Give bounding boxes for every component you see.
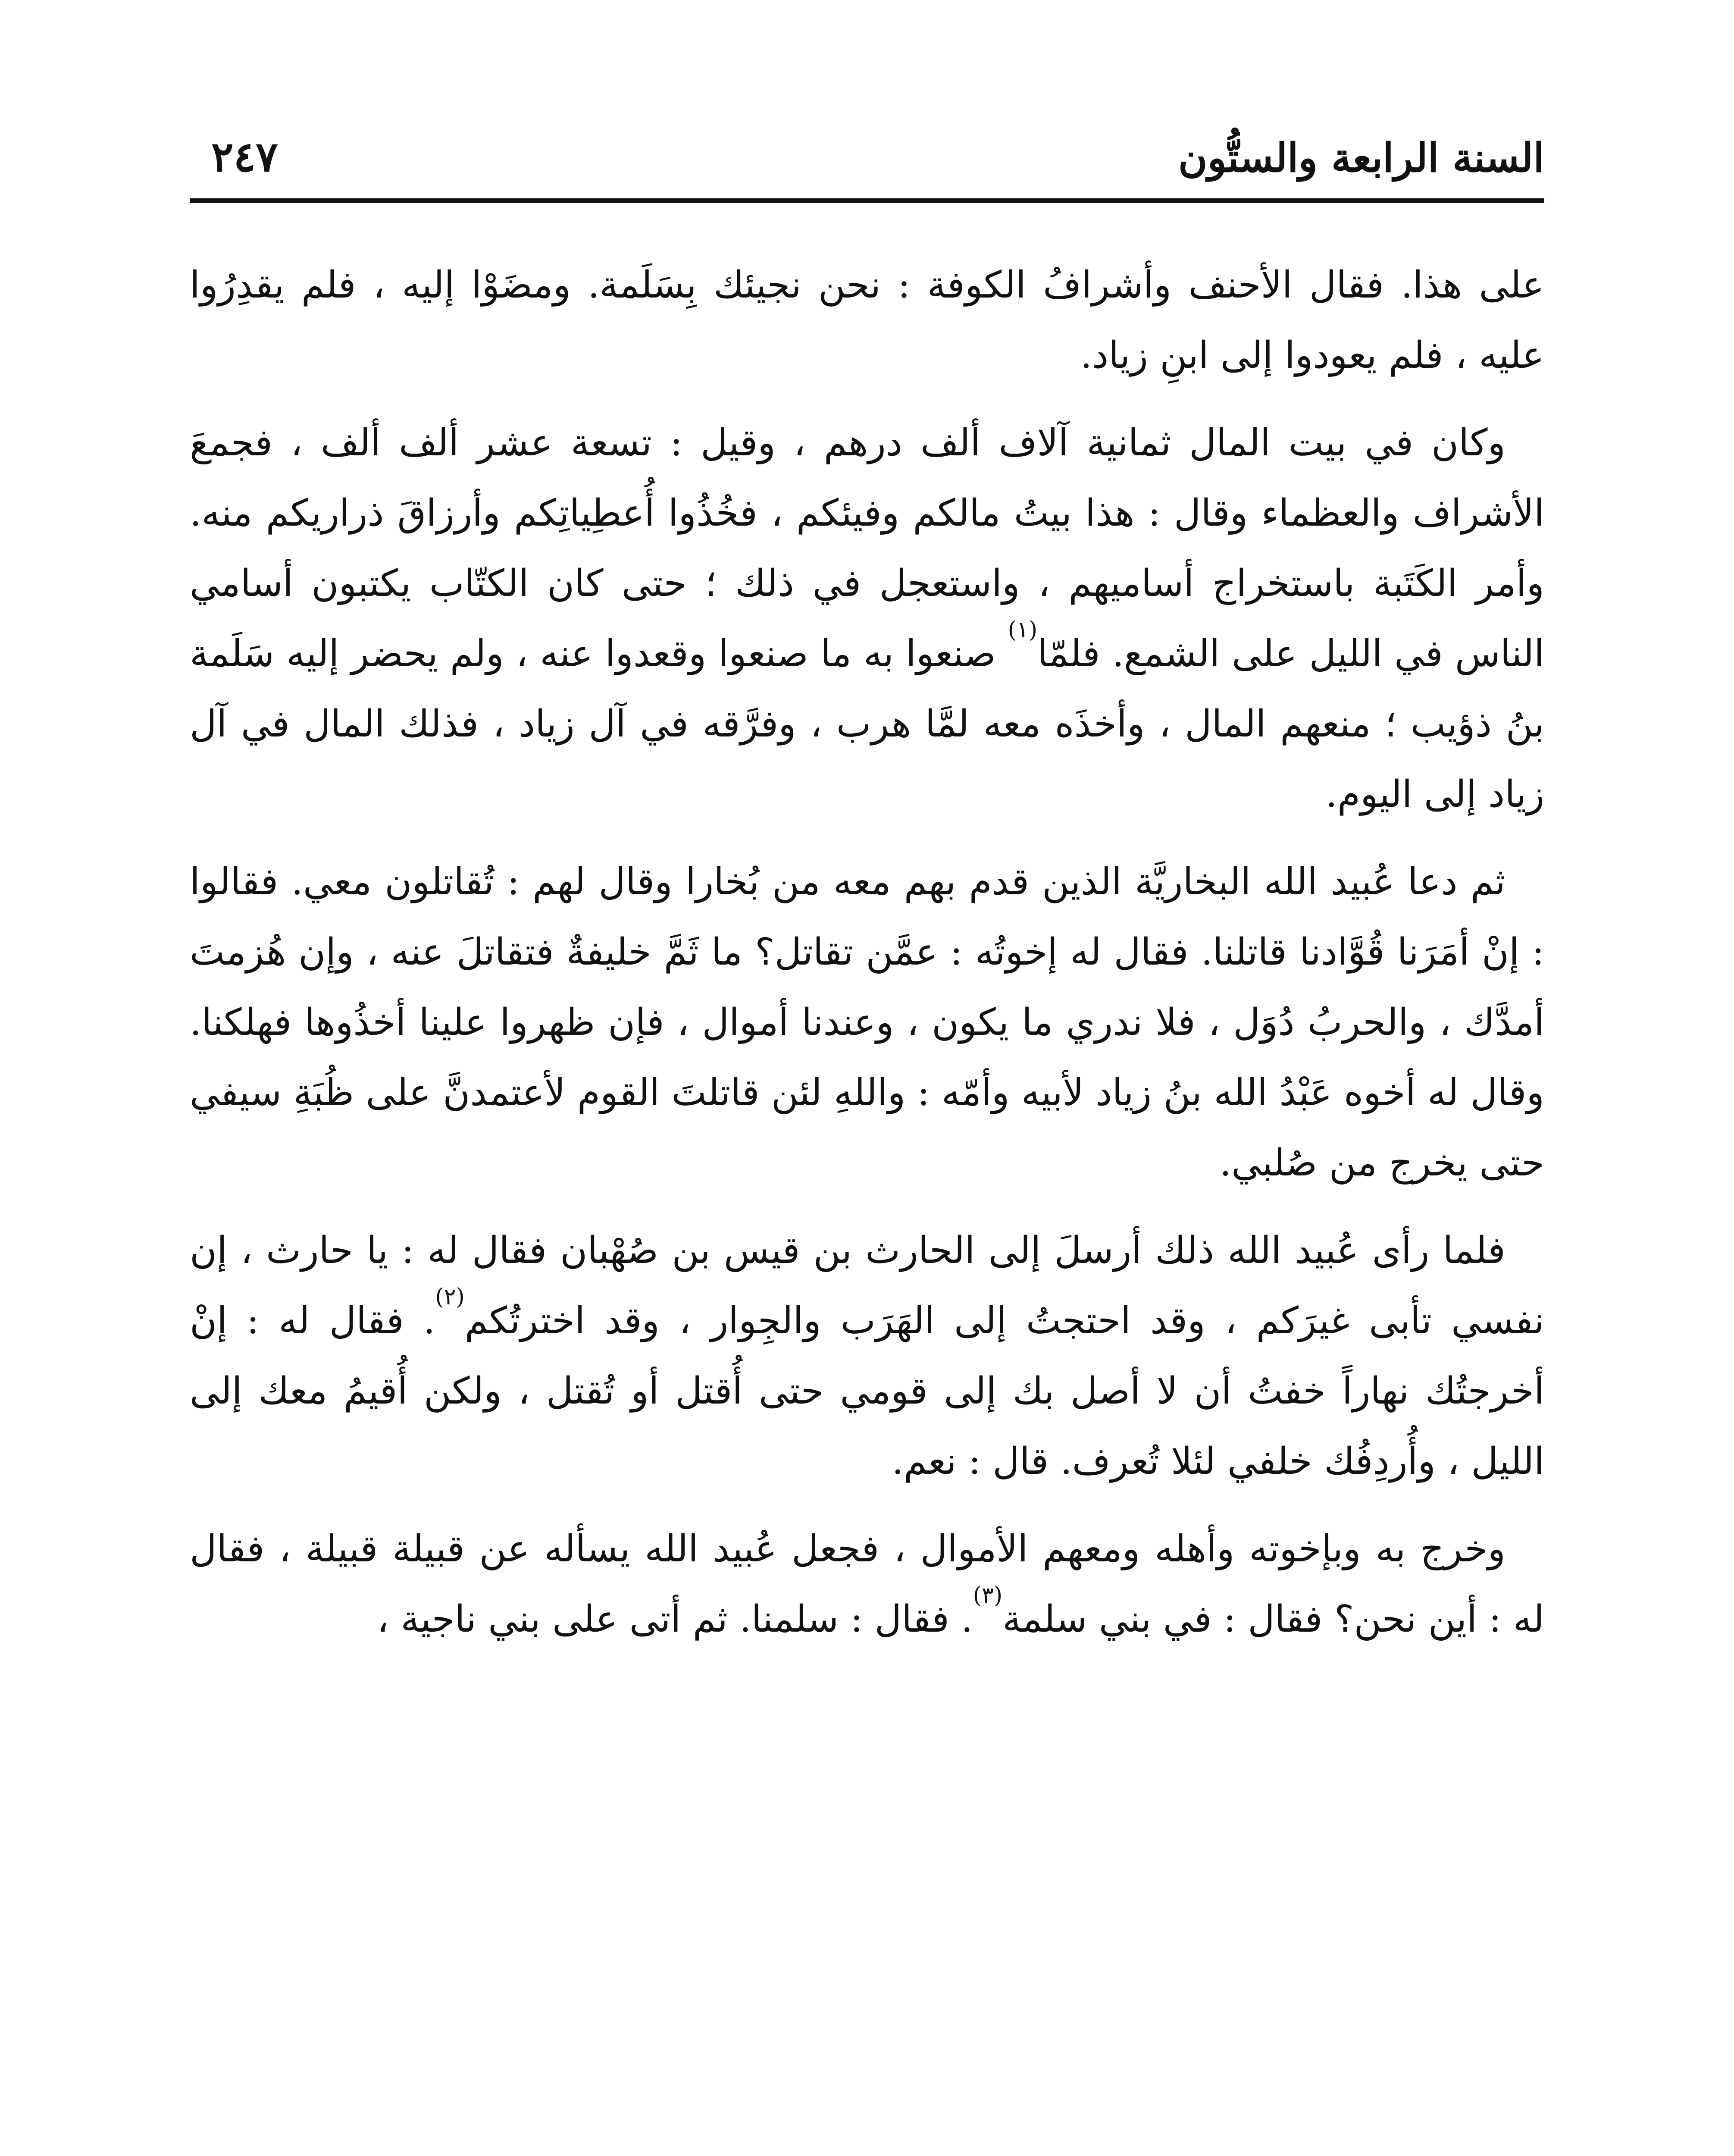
header-rule bbox=[190, 198, 1544, 203]
running-title: السنة الرابعة والستُّون bbox=[1178, 135, 1544, 181]
main-text bbox=[190, 250, 1544, 1672]
paragraph: ثم دعا عُبيد الله البخاريَّة الذين قدم بهم معه من بُخارا وقال لهم : تُقاتلون معي. فقالوا : إنْ أمَرَنا قُوَّادنا قاتلنا. فقال له إخوتُه : عمَّن تقاتل؟ ما ثَمَّ خليفةٌ فتقاتلَ عنه ، وإن هُزمتَ أمدَّك ، والحربُ دُوَل ، فلا ندري ما يكون ، وعندنا أموال ، فإن ظهروا علينا أخذُوها فهلكنا. وقال له أخوه عَبْدُ الله بنُ زياد لأبيه وأمّه : واللهِ لئن قاتلتَ القوم لأعتمدنَّ على ظُبَةِ سيفي حتى يخرج من صُلبي. bbox=[190, 860, 1544, 1185]
paragraph: على هذا. فقال الأحنف وأشرافُ الكوفة : نحن نجيئك بِسَلَمة. ومضَوْا إليه ، فلم يقدِرُوا عليه ، فلم يعودوا إلى ابنِ زياد. bbox=[190, 263, 1544, 377]
footnote-ref-2[interactable]: (٢) bbox=[435, 1284, 465, 1310]
paragraph: وخرج به وبإخوته وأهله ومعهم الأموال ، فجعل عُبيد الله يسأله عن قبيلة قبيلة ، فقال له : أين نحن؟ فقال : في بني سلمة$^{(٣)}$. فقال : سلمنا. ثم أتى على بني ناجية ، bbox=[190, 1527, 1544, 1641]
paragraph: فلما رأى عُبيد الله ذلك أرسلَ إلى الحارث بن قيس بن صُهْبان فقال له : يا حارث ، إن نفسي تأبى غيرَكم ، وقد احتجتُ إلى الهَرَب والجِوار ، وقد اخترتُكم$^{(٢)}$. فقال له : إنْ أخرجتُك نهاراً خفتُ أن لا أصل بك إلى قومي حتى أُقتل أو تُقتل ، ولكن أُقيمُ معك إلى الليل ، وأُردِفُك خلفي لئلا تُعرف. قال : نعم. bbox=[190, 1229, 1544, 1483]
paragraph: وكان في بيت المال ثمانية آلاف ألف درهم ، وقيل : تسعة عشر ألف ألف ، فجمعَ الأشراف والعظماء وقال : هذا بيتُ مالكم وفيئكم ، فخُذُوا أُعطِياتِكم وأرزاقَ ذراريكم منه. وأمر الكَتَبة باستخراج أساميهم ، واستعجل في ذلك ؛ حتى كان الكتّاب يكتبون أسامي الناس في الليل على الشمع. فلمّا$^{(١)}$ صنعوا به ما صنعوا وقعدوا عنه ، ولم يحضر إليه سَلَمة بنُ ذؤيب ؛ منعهم المال ، وأخذَه معه لمَّا هرب ، وفرَّقه في آل زياد ، فذلك المال في آل زياد إلى اليوم. bbox=[190, 421, 1544, 816]
footnote-ref-3[interactable]: (٣) bbox=[973, 1583, 1003, 1608]
page-header bbox=[190, 129, 1544, 190]
footnote-ref-1[interactable]: (١) bbox=[1008, 617, 1038, 643]
page-number: ٢٤٧ bbox=[211, 132, 278, 181]
